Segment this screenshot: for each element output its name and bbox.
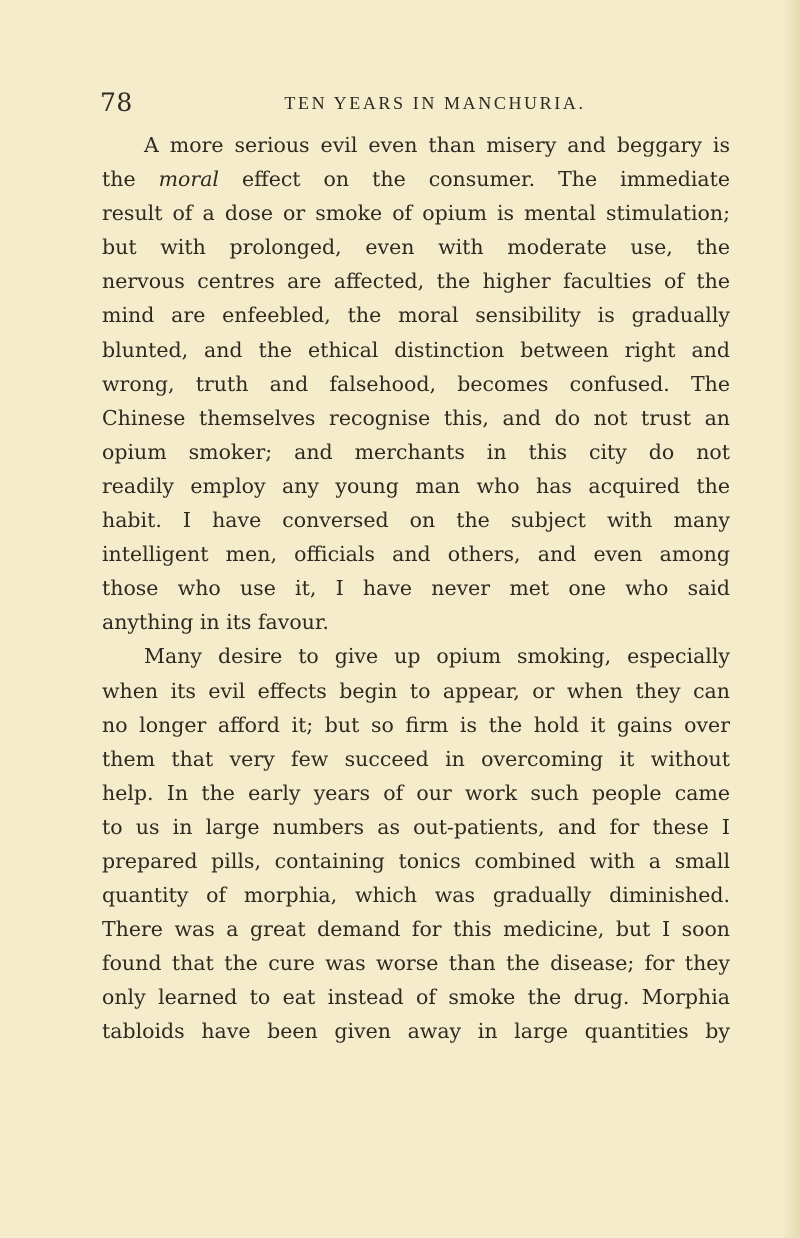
page-number: 78 xyxy=(100,88,133,117)
text-line: opium smoker; and merchants in this city do not xyxy=(102,439,730,464)
text-line: to us in large numbers as out-patients, and for these I xyxy=(102,814,730,839)
text-line: them that very few succeed in overcoming it without xyxy=(102,746,730,771)
body-text xyxy=(102,128,730,1049)
text-line: habit. I have conversed on the subject with many xyxy=(102,508,730,533)
text-line: Many desire to give up opium smoking, especially xyxy=(144,644,730,669)
text-line: anything in its favour. xyxy=(102,610,329,635)
text-line: when its evil effects begin to appear, or when they can xyxy=(102,678,730,703)
text-line-emphasis xyxy=(102,162,730,196)
text-line: found that the cure was worse than the disease; for they xyxy=(102,951,730,976)
text-line: those who use it, I have never met one who said xyxy=(102,576,730,601)
page-edge-shadow xyxy=(782,0,800,1238)
text-fragment: the xyxy=(102,167,159,192)
text-fragment: effect on the consumer. The immediate xyxy=(218,167,731,192)
text-line: tabloids have been given away in large quantities by xyxy=(102,1019,730,1044)
text-line: readily employ any young man who has acquired the xyxy=(102,473,730,498)
emphasized-word: moral xyxy=(158,167,219,192)
text-line: blunted, and the ethical distinction between right and xyxy=(102,337,730,362)
text-line: no longer afford it; but so firm is the hold it gains over xyxy=(102,712,730,737)
text-line: Chinese themselves recognise this, and do not trust an xyxy=(102,405,730,430)
text-line: only learned to eat instead of smoke the drug. Morphia xyxy=(102,985,730,1010)
text-line: A more serious evil even than misery and beggary is xyxy=(144,133,730,157)
text-line: mind are enfeebled, the moral sensibility is gradually xyxy=(102,303,730,328)
text-line: but with prolonged, even with moderate use, the xyxy=(102,235,730,260)
text-line: prepared pills, containing tonics combined with a small xyxy=(102,848,730,873)
page-header xyxy=(100,88,750,118)
text-line: result of a dose or smoke of opium is mental stimulation; xyxy=(102,201,730,226)
running-head: TEN YEARS IN MANCHURIA. xyxy=(284,93,586,113)
text-line: nervous centres are affected, the higher faculties of the xyxy=(102,269,730,294)
text-line: intelligent men, officials and others, and even among xyxy=(102,542,730,567)
text-line: wrong, truth and falsehood, becomes confused. The xyxy=(102,371,730,396)
text-line: help. In the early years of our work such people came xyxy=(102,780,730,805)
text-line: quantity of morphia, which was gradually diminished. xyxy=(102,883,730,908)
text-line: There was a great demand for this medicine, but I soon xyxy=(102,917,730,942)
